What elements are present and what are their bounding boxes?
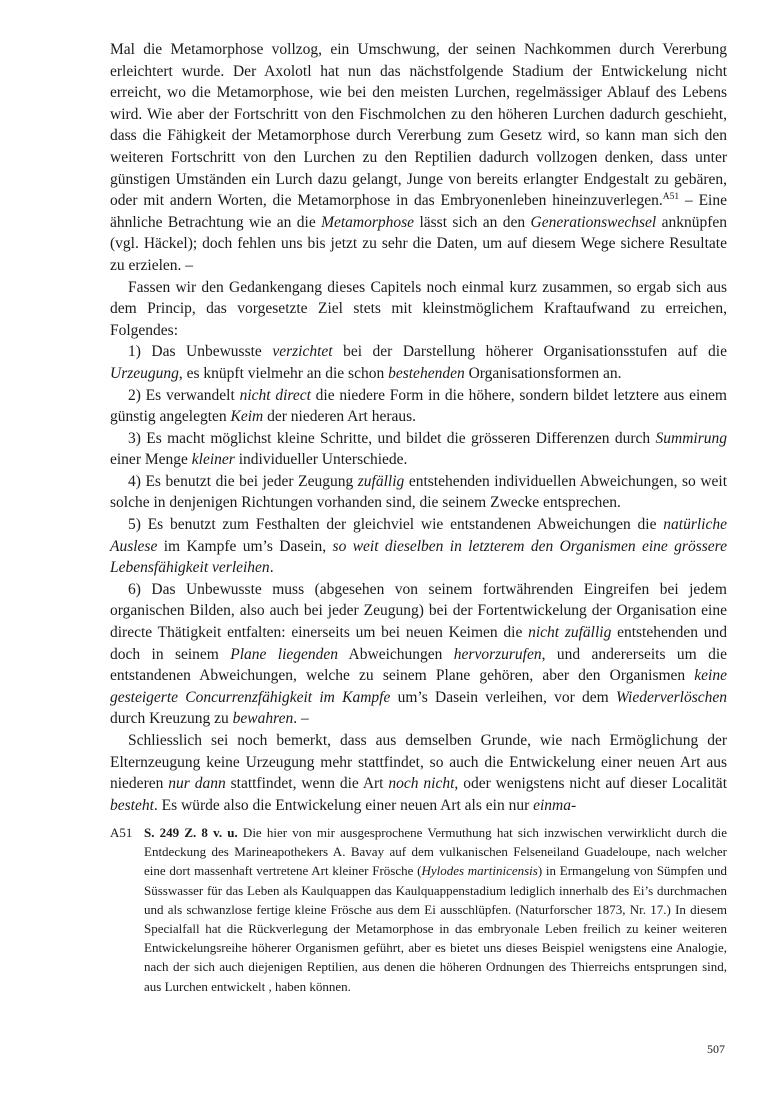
italic-text: noch nicht xyxy=(388,775,455,793)
list-item xyxy=(110,471,727,514)
text-run: individueller Unterschiede. xyxy=(234,451,408,469)
italic-text: Wiederverlöschen xyxy=(615,688,727,706)
text-run: – Eine ähnliche Betrachtung wie an die xyxy=(110,192,727,231)
text-run: Schliesslich sei noch bemerkt, dass aus demselben Grunde, wie nach Ermöglichung der Elternzeugung keine Urzeugung mehr stattfindet, so auch die Entwickelung einer neuen Art aus niederen xyxy=(110,732,727,793)
text-run: bei der Darstellung höherer Organisationsstufen auf die xyxy=(332,343,727,361)
text-run: lässt sich an den xyxy=(414,213,531,231)
italic-text: Metamorphose xyxy=(321,213,415,231)
list-item xyxy=(110,341,727,384)
text-run: 2) Es verwandelt xyxy=(128,386,240,404)
italic-text: Hylodes martinicensis xyxy=(421,863,538,879)
footnote-reference: S. 249 Z. 8 v. u. xyxy=(144,825,238,840)
text-run: , es knüpft vielmehr an die schon xyxy=(178,364,389,382)
italic-text: bestehenden xyxy=(388,364,465,382)
paragraph xyxy=(110,277,727,342)
footnote-number: A51 xyxy=(110,825,133,840)
text-run: 3) Es macht möglichst kleine Schritte, und bildet die grösseren Differenzen durch xyxy=(128,429,656,447)
text-run: . xyxy=(269,559,274,577)
list-item xyxy=(110,428,727,471)
text-run: stattfindet, wenn die Art xyxy=(225,775,389,793)
text-run: der niederen Art heraus. xyxy=(263,408,417,426)
italic-text: bewahren xyxy=(232,710,294,728)
italic-text: kleiner xyxy=(191,451,235,469)
text-run: 4) Es benutzt die bei jeder Zeugung xyxy=(128,472,358,490)
text-run: um’s Dasein verleihen, vor dem xyxy=(390,688,616,706)
text-run: durch Kreuzung zu xyxy=(110,710,233,728)
text-run: Abweichungen xyxy=(338,645,454,663)
italic-text: keine gesteigerte Concurrenzfähigkeit im Kampfe xyxy=(110,667,727,706)
footnote-text xyxy=(144,823,727,996)
list-item xyxy=(110,514,727,579)
list-item xyxy=(110,385,727,428)
text-run: 1) Das Unbewusste xyxy=(128,343,273,361)
paragraph xyxy=(110,39,727,277)
italic-text: natürliche Auslese xyxy=(110,516,727,555)
italic-text: nicht zufällig xyxy=(528,624,612,642)
text-run: einer Menge xyxy=(110,451,192,469)
text-run: Mal die Metamorphose vollzog, ein Umschwung, der seinen Nachkommen durch Vererbung erleichtert wurde. Der Axolotl hat nun das nächstfolgende Stadium der Entwickelung nicht erreicht, wo die Metamorphose, wie bei den meisten Lurchen, regelmässiger Ablauf des Lebens wird. Wie aber der Fortschritt von den Fischmolchen zu den höheren Lurchen dadurch geschieht, dass die Fähigkeit der Metamorphose durch Vererbung zum Gesetz wird, so kann man sich den weiteren Fortschritt von den Lurchen zu den Reptilien dadurch vollzogen denken, dass unter günstigen Umständen ein Lurch dazu gelangt, Junge von bereits erlangter Endgestalt zu gebären, oder mit andern Worten, die Metamorphose in das Embryonenleben hineinzuverlegen. xyxy=(110,41,727,210)
text-run: Organisationsformen an. xyxy=(464,364,622,382)
italic-text: Plane liegenden xyxy=(230,645,339,663)
italic-text: nur dann xyxy=(168,775,226,793)
italic-text: hervorzurufen xyxy=(453,645,542,663)
italic-text: Urzeugung xyxy=(110,364,179,382)
text-run: 6) Das Unbewusste muss (abgesehen von seinem fortwährenden Eingreifen bei jedem organischen Bilden, also auch bei jeder Zeugung) bei der Fortentwickelung der Organisation eine directe Thätigkeit entfalten: einerseits um bei neuen Keimen die xyxy=(110,580,727,642)
paragraph xyxy=(110,730,727,816)
footnote xyxy=(110,823,727,996)
text-run: , oder wenigstens nicht auf dieser Localität xyxy=(454,775,727,793)
list-item xyxy=(110,579,727,730)
italic-text: Generationswechsel xyxy=(530,213,657,231)
italic-text: Keim xyxy=(230,408,264,426)
text-run: . Es würde also die Entwickelung einer neuen Art als ein nur xyxy=(153,796,534,814)
text-run: im Kampfe um’s Dasein, xyxy=(157,537,333,555)
text-run: 5) Es benutzt zum Festhalten der gleichviel wie entstandenen Abweichungen die xyxy=(128,516,664,534)
text-run: . – xyxy=(293,710,309,728)
italic-text: einma- xyxy=(533,796,577,814)
italic-text: Summirung xyxy=(655,429,727,447)
text-run: Fassen wir den Gedankengang dieses Capitels noch einmal kurz zusammen, so ergab sich aus dem Princip, das vorgesetzte Ziel stets mit kleinstmöglichem Kraftaufwand zu erreichen, Folgendes: xyxy=(110,278,727,339)
text-run: entstehenden und doch in seinem xyxy=(110,624,727,663)
footnote-marker: A51 xyxy=(662,192,680,203)
text-run: entstehenden individuellen Abweichungen, so weit solche in denjenigen Richtungen vorhanden sind, die seinem Zwecke entsprechen. xyxy=(110,472,728,512)
italic-text: so weit dieselben in letzterem den Organismen eine grössere Lebensfähigkeit verleihen xyxy=(110,537,727,577)
text-run: die niedere Form in die höhere, sondern bildet letztere aus einem günstig angelegten xyxy=(110,386,727,426)
main-text xyxy=(110,39,727,816)
italic-text: zufällig xyxy=(357,472,405,490)
text-run: ) in Ermangelung von Sümpfen und Süsswasser für das Leben als Kaulquappen das Kaulquappenstadium lediglich innerhalb des Ei’s durchmachen und als schwanzlose fertige kleine Frösche aus dem Ei ausschlüpfen. (Naturforscher 1873, Nr. 17.) In diesem Specialfall hat die Rückverlegung der Metamorphose in das embryonale Leben freilich zu keiner weiteren Entwickelungsreihe höherer Organismen geführt, aber es bietet uns dieses Beispiel wenigstens eine Analogie, nach der sich auch diejenigen Reptilien, aus denen die höheren Ordnungen des Thierreichs entsprungen sind, aus Lurchen entwickelt , haben können. xyxy=(144,863,728,994)
text-run: anknüpfen (vgl. Häckel); doch fehlen uns bis jetzt zu sehr die Daten, um auf diesem Wege sichere Resultate zu erzielen. – xyxy=(110,213,727,274)
text-run: Die hier von mir ausgesprochene Vermuthung hat sich inzwischen verwirklicht durch die Entdeckung des Marineapothekers A. Bavay auf dem vulkanischen Felseneiland Guadeloupe, nach welcher eine dort massenhaft vertretene Art kleiner Frösche ( xyxy=(144,825,727,879)
page-number: 507 xyxy=(707,1042,725,1056)
text-run: , und andererseits um die entstandenen Abweichungen, welche zu seinem Plane gehören, aber den Organismen xyxy=(110,645,728,685)
italic-text: verzichtet xyxy=(272,343,333,361)
italic-text: besteht xyxy=(110,796,154,814)
italic-text: nicht direct xyxy=(239,386,311,404)
